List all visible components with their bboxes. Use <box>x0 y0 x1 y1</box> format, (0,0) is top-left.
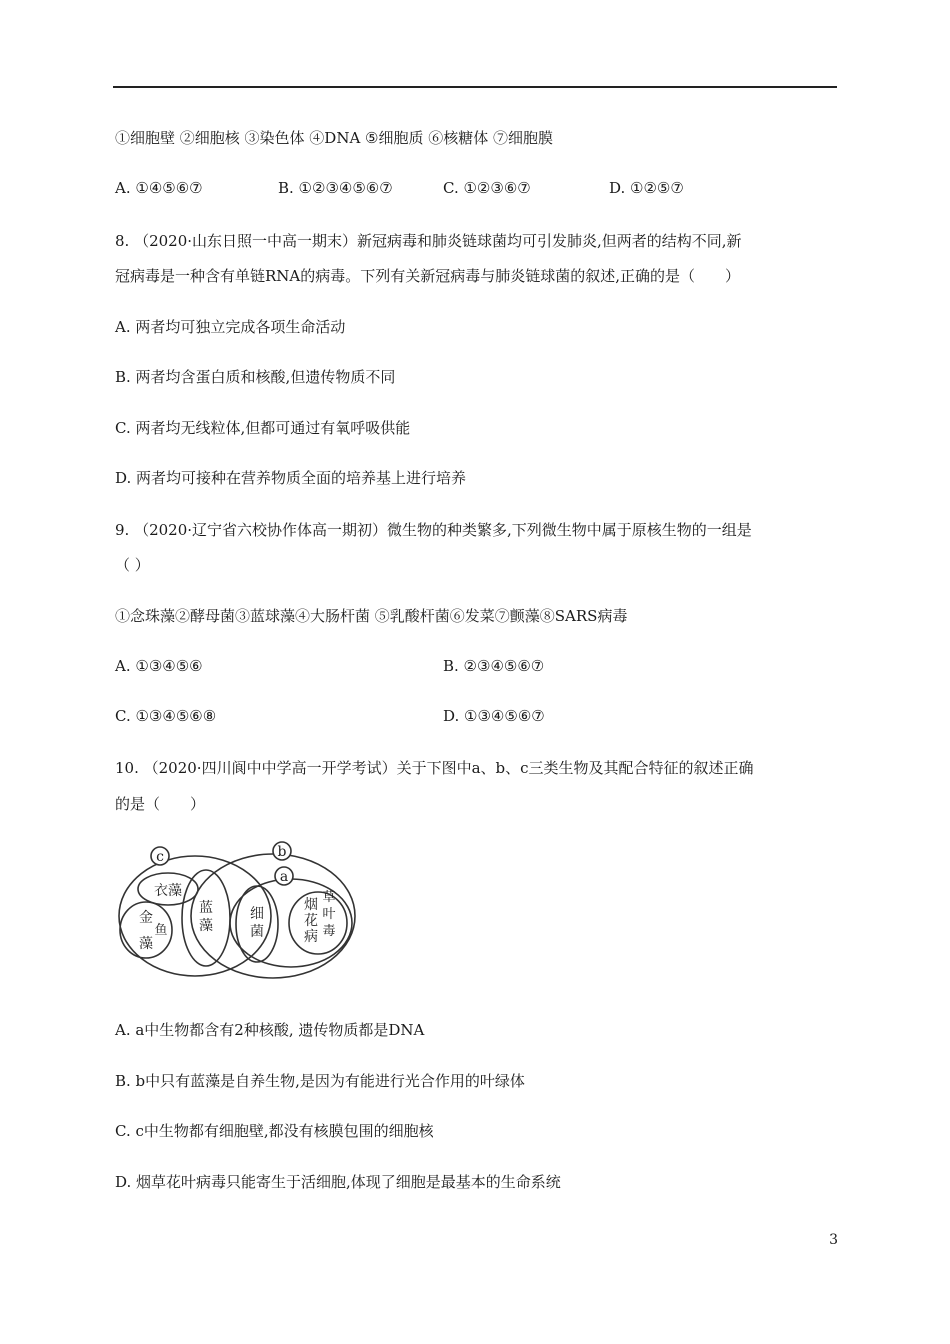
q10-option-b: B. b中只有蓝藻是自养生物,是因为有能进行光合作用的叶绿体 <box>115 1072 525 1090</box>
q10-stem-line2: 的是（ ） <box>115 795 206 813</box>
label-zao: 藻 <box>139 936 153 952</box>
q7-option-c: C. ①②③⑥⑦ <box>443 179 531 197</box>
q8-stem-line2: 冠病毒是一种含有单链RNA的病毒。下列有关新冠病毒与肺炎链球菌的叙述,正确的是（ ） <box>115 267 741 285</box>
tmv-oval <box>289 892 347 954</box>
q9-stem-line2: （ ） <box>115 556 150 574</box>
q9-stem-line1: 9. （2020·辽宁省六校协作体高一期初）微生物的种类繁多,下列微生物中属于原核生物的一组是 <box>115 521 752 539</box>
venn-diagram <box>113 838 358 980</box>
q9-option-b: B. ②③④⑤⑥⑦ <box>443 657 545 675</box>
q8-option-c: C. 两者均无线粒体,但都可通过有氧呼吸供能 <box>115 419 411 437</box>
q9-option-d: D. ①③④⑤⑥⑦ <box>443 707 545 725</box>
label-jun: 菌 <box>250 924 264 940</box>
label-xi: 细 <box>250 906 264 922</box>
q8-option-a: A. 两者均可独立完成各项生命活动 <box>115 318 346 336</box>
label-jin: 金 <box>139 910 153 926</box>
label-lan: 蓝 <box>199 900 213 916</box>
label-ye: 叶 <box>322 907 336 922</box>
label-bing: 病 <box>304 929 318 945</box>
q10-stem-line1: 10. （2020·四川阆中中学高一开学考试）关于下图中a、b、c三类生物及其配合特征的叙述正确 <box>115 759 754 777</box>
label-lan-zao: 藻 <box>199 918 213 934</box>
q7-option-d: D. ①②⑤⑦ <box>609 179 684 197</box>
q8-stem-line1: 8. （2020·山东日照一中高一期末）新冠病毒和肺炎链球菌均可引发肺炎,但两者的结构不同,新 <box>115 232 742 250</box>
q7-option-a: A. ①④⑤⑥⑦ <box>115 179 203 197</box>
label-b: b <box>277 844 287 860</box>
page-number: 3 <box>829 1232 838 1248</box>
label-c: c <box>156 849 164 865</box>
label-a: a <box>279 869 289 885</box>
label-hua: 花 <box>304 913 318 929</box>
q9-items: ①念珠藻②酵母菌③蓝球藻④大肠杆菌 ⑤乳酸杆菌⑥发菜⑦颤藻⑧SARS病毒 <box>115 607 628 625</box>
q10-option-a: A. a中生物都含有2种核酸, 遗传物质都是DNA <box>115 1021 425 1039</box>
label-cao: 草 <box>322 890 336 905</box>
header-rule <box>113 86 837 88</box>
q8-option-d: D. 两者均可接种在营养物质全面的培养基上进行培养 <box>115 469 467 487</box>
label-yizao: 衣藻 <box>154 883 182 899</box>
q8-option-b: B. 两者均含蛋白质和核酸,但遗传物质不同 <box>115 368 396 386</box>
label-yan: 烟 <box>304 897 318 913</box>
q9-option-c: C. ①③④⑤⑥⑧ <box>115 707 217 725</box>
q10-option-c: C. c中生物都有细胞壁,都没有核膜包围的细胞核 <box>115 1122 434 1140</box>
q7-option-b: B. ①②③④⑤⑥⑦ <box>278 179 393 197</box>
q10-option-d: D. 烟草花叶病毒只能寄生于活细胞,体现了细胞是最基本的生命系统 <box>115 1173 561 1191</box>
label-yu: 鱼 <box>154 923 168 938</box>
q7-items: ①细胞壁 ②细胞核 ③染色体 ④DNA ⑤细胞质 ⑥核糖体 ⑦细胞膜 <box>115 129 554 147</box>
q9-option-a: A. ①③④⑤⑥ <box>115 657 203 675</box>
label-du: 毒 <box>322 924 336 939</box>
